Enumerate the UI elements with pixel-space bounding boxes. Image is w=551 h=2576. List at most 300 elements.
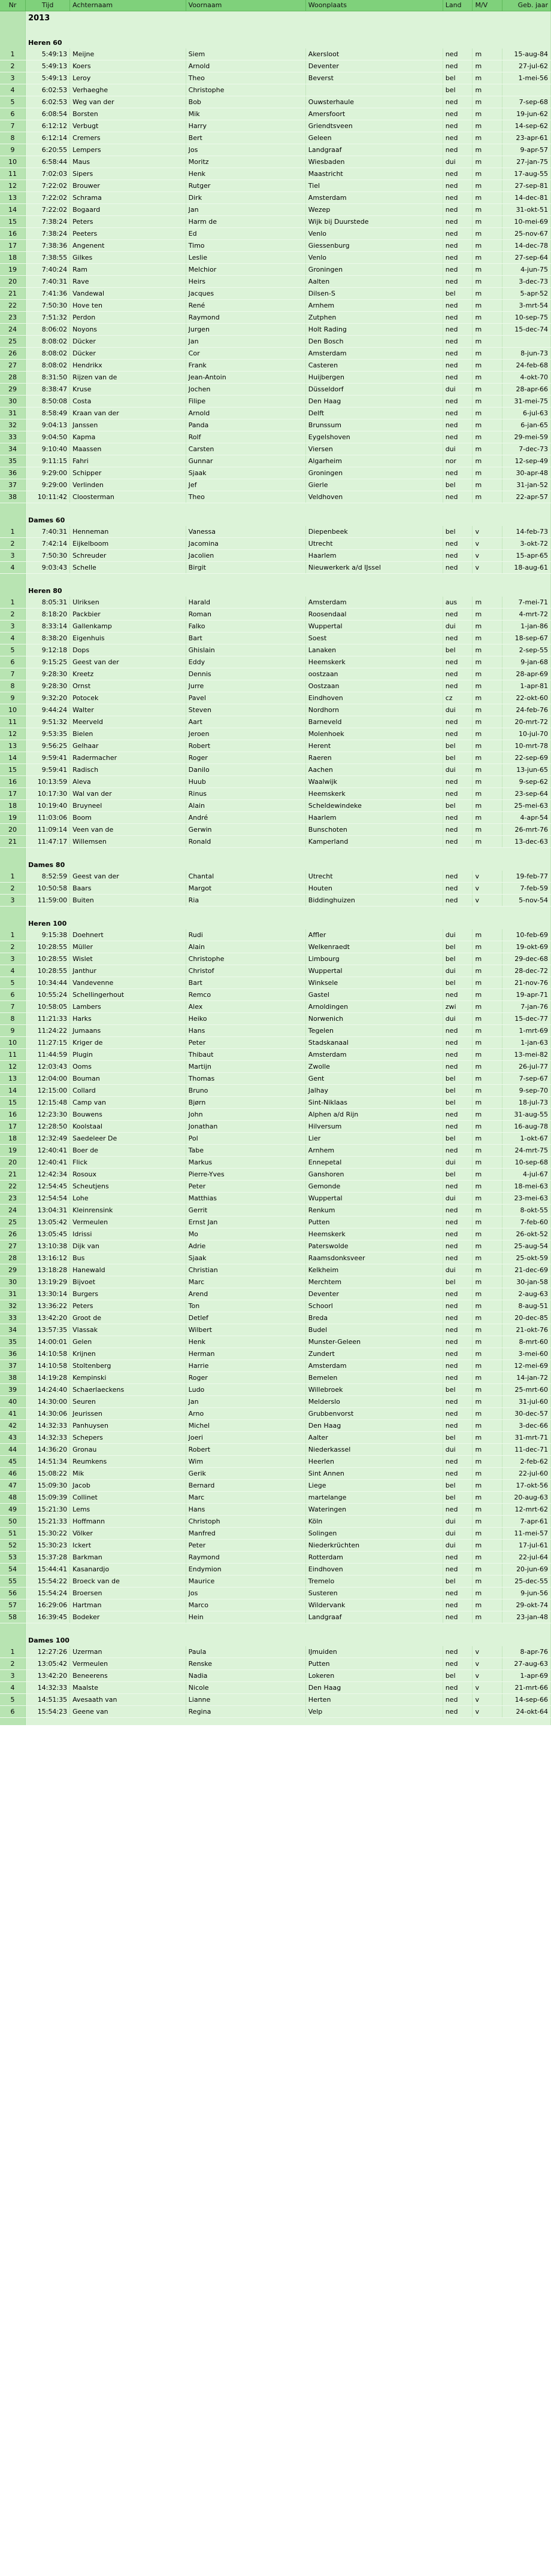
cell-achternaam: Camp van [70,1097,186,1109]
category-nr-cell [0,855,26,871]
cell-achternaam: Willemsen [70,836,186,848]
cell-tijd: 12:54:54 [26,1193,70,1205]
table-row[interactable] [0,941,551,953]
table-row[interactable] [0,1552,551,1564]
cell-voornaam: Paula [186,1646,305,1658]
cell-voornaam: Peter [186,1037,305,1049]
table-row[interactable] [0,800,551,812]
cell-mv: m [473,1504,502,1516]
table-row[interactable] [0,1456,551,1468]
table-row[interactable] [0,1097,551,1109]
cell-geb-jaar: 23-sep-64 [502,788,551,800]
cell-achternaam: Radermacher [70,752,186,764]
table-row[interactable] [0,491,551,503]
table-row[interactable] [0,372,551,384]
cell-land: bel [443,72,473,84]
cell-achternaam: Cloosterman [70,491,186,503]
table-row[interactable] [0,300,551,312]
cell-land: ned [443,228,473,240]
header-voornaam[interactable]: Voornaam [186,0,305,11]
header-geb-jaar[interactable]: Geb. jaar [502,0,551,11]
cell-voornaam: Ludo [186,1384,305,1396]
table-row[interactable] [0,836,551,848]
cell-nr: 28 [0,372,26,384]
cell-woonplaats: Tremelo [305,1576,443,1587]
cell-voornaam: Gerrit [186,1205,305,1216]
table-row[interactable] [0,1169,551,1181]
cell-achternaam: Kasanardjo [70,1564,186,1576]
cell-land: ned [443,1348,473,1360]
table-row[interactable] [0,728,551,740]
cell-achternaam: Wislet [70,953,186,965]
cell-geb-jaar: 19-jun-62 [502,108,551,120]
table-row[interactable] [0,132,551,144]
cell-voornaam: Harrie [186,1360,305,1372]
cell-achternaam: Collinet [70,1492,186,1504]
table-row[interactable] [0,1073,551,1085]
cell-mv: m [473,360,502,372]
table-row[interactable] [0,360,551,372]
table-row[interactable] [0,1646,551,1658]
table-row[interactable] [0,953,551,965]
cell-achternaam: Bijvoet [70,1276,186,1288]
cell-land: ned [443,1025,473,1037]
cell-geb-jaar: 21-dec-69 [502,1264,551,1276]
cell-tijd: 9:11:15 [26,455,70,467]
cell-woonplaats: Liege [305,1480,443,1492]
table-row[interactable] [0,384,551,396]
cell-nr: 5 [0,96,26,108]
header-woonplaats[interactable]: Woonplaats [305,0,443,11]
cell-voornaam: Heirs [186,276,305,288]
cell-geb-jaar: 8-aug-51 [502,1300,551,1312]
cell-geb-jaar: 18-jul-73 [502,1097,551,1109]
cell-land: ned [443,1468,473,1480]
cell-voornaam: Ria [186,895,305,907]
table-row[interactable] [0,1516,551,1528]
table-row[interactable] [0,538,551,550]
cell-land: ned [443,1324,473,1336]
table-row[interactable] [0,1001,551,1013]
cell-voornaam: Detlef [186,1312,305,1324]
cell-achternaam: Müller [70,941,186,953]
table-row[interactable] [0,965,551,977]
cell-mv: m [473,1181,502,1193]
cell-nr: 51 [0,1528,26,1540]
cell-land: ned [443,1564,473,1576]
spacer-nr-cell [0,1623,26,1631]
table-row[interactable] [0,656,551,668]
table-row[interactable] [0,704,551,716]
table-row[interactable] [0,1599,551,1611]
table-row[interactable] [0,348,551,360]
cell-voornaam: Harm de [186,216,305,228]
table-row[interactable] [0,84,551,96]
header-land[interactable]: Land [443,0,473,11]
table-row[interactable] [0,1694,551,1706]
table-row[interactable] [0,1336,551,1348]
cell-achternaam: Flick [70,1157,186,1169]
cell-nr: 46 [0,1468,26,1480]
cell-mv: m [473,788,502,800]
cell-geb-jaar: 29-okt-74 [502,1599,551,1611]
cell-mv: m [473,1109,502,1121]
table-row[interactable] [0,1145,551,1157]
cell-woonplaats: IJmuiden [305,1646,443,1658]
cell-achternaam: Ulriksen [70,597,186,609]
cell-land: ned [443,632,473,644]
table-row[interactable] [0,180,551,192]
table-row[interactable] [0,455,551,467]
table-row[interactable] [0,1432,551,1444]
header-mv[interactable]: M/V [473,0,502,11]
table-row[interactable] [0,156,551,168]
table-row[interactable] [0,621,551,632]
cell-geb-jaar: 15-dec-77 [502,1013,551,1025]
cell-nr: 38 [0,1372,26,1384]
cell-tijd: 13:05:42 [26,1658,70,1670]
category-nr-cell [0,510,26,526]
cell-land: bel [443,1133,473,1145]
spacer-row [0,574,551,582]
cell-land: ned [443,836,473,848]
table-row[interactable] [0,692,551,704]
cell-tijd: 9:04:50 [26,431,70,443]
cell-woonplaats: Ouwsterhaule [305,96,443,108]
cell-nr: 7 [0,1001,26,1013]
table-row[interactable] [0,431,551,443]
cell-voornaam: Manfred [186,1528,305,1540]
table-row[interactable] [0,479,551,491]
cell-land: ned [443,276,473,288]
cell-achternaam: Jumaans [70,1025,186,1037]
cell-mv: v [473,538,502,550]
cell-geb-jaar: 14-feb-73 [502,526,551,538]
table-row[interactable] [0,252,551,264]
table-row[interactable] [0,324,551,336]
table-row[interactable] [0,1384,551,1396]
table-row[interactable] [0,443,551,455]
cell-achternaam: Maassen [70,443,186,455]
cell-achternaam: Peeters [70,228,186,240]
header-nr[interactable]: Nr [0,0,26,11]
cell-tijd: 7:38:55 [26,252,70,264]
cell-land: ned [443,609,473,621]
cell-geb-jaar: 3-okt-72 [502,538,551,550]
cell-woonplaats: Sint-Niklaas [305,1097,443,1109]
table-row[interactable] [0,668,551,680]
cell-tijd: 7:38:24 [26,216,70,228]
cell-geb-jaar: 30-apr-48 [502,467,551,479]
table-row[interactable] [0,929,551,941]
table-row[interactable] [0,788,551,800]
cell-tijd: 11:59:00 [26,895,70,907]
cell-geb-jaar: 1-mrt-69 [502,1025,551,1037]
cell-land: bel [443,1432,473,1444]
table-row[interactable] [0,1576,551,1587]
table-row[interactable] [0,192,551,204]
cell-voornaam: Pol [186,1133,305,1145]
cell-mv: m [473,264,502,276]
cell-land: bel [443,84,473,96]
cell-tijd: 12:28:50 [26,1121,70,1133]
cell-mv: m [473,632,502,644]
cell-geb-jaar: 18-aug-61 [502,562,551,574]
cell-mv: m [473,1372,502,1384]
spacer-nr-cell [0,907,26,914]
table-row[interactable] [0,60,551,72]
table-row[interactable] [0,1348,551,1360]
table-row[interactable] [0,550,551,562]
table-row[interactable] [0,632,551,644]
table-row[interactable] [0,168,551,180]
table-row[interactable] [0,204,551,216]
cell-woonplaats: Velp [305,1706,443,1718]
table-row[interactable] [0,216,551,228]
cell-woonplaats: Amsterdam [305,1360,443,1372]
cell-nr: 2 [0,941,26,953]
cell-woonplaats: Utrecht [305,871,443,883]
cell-achternaam: Vandevenne [70,977,186,989]
table-row[interactable] [0,228,551,240]
table-row[interactable] [0,312,551,324]
cell-geb-jaar: 14-sep-66 [502,1694,551,1706]
table-row[interactable] [0,288,551,300]
table-row[interactable] [0,1420,551,1432]
cell-nr: 25 [0,1216,26,1228]
cell-mv: m [473,84,502,96]
cell-geb-jaar: 22-sep-69 [502,752,551,764]
table-row[interactable] [0,1480,551,1492]
table-row[interactable] [0,1611,551,1623]
table-row[interactable] [0,1540,551,1552]
header-tijd[interactable]: Tijd [26,0,70,11]
table-row[interactable] [0,752,551,764]
cell-voornaam: Nicole [186,1682,305,1694]
table-row[interactable] [0,1061,551,1073]
table-row[interactable] [0,1205,551,1216]
table-row[interactable] [0,1240,551,1252]
cell-tijd: 14:36:20 [26,1444,70,1456]
cell-voornaam: Gunnar [186,455,305,467]
spacer-cell [26,848,551,856]
table-row[interactable] [0,1670,551,1682]
cell-geb-jaar: 5-nov-54 [502,895,551,907]
cell-woonplaats: Akersloot [305,48,443,60]
table-row[interactable] [0,609,551,621]
table-row[interactable] [0,1121,551,1133]
table-row[interactable] [0,1324,551,1336]
cell-woonplaats: Paterswolde [305,1240,443,1252]
cell-land: ned [443,716,473,728]
table-row[interactable] [0,562,551,574]
table-row[interactable] [0,883,551,895]
cell-geb-jaar: 31-aug-55 [502,1109,551,1121]
cell-tijd: 10:55:24 [26,989,70,1001]
table-row[interactable] [0,1228,551,1240]
cell-land: ned [443,336,473,348]
table-row[interactable] [0,264,551,276]
table-row[interactable] [0,1444,551,1456]
cell-woonplaats: Wiesbaden [305,156,443,168]
table-row[interactable] [0,824,551,836]
cell-nr: 58 [0,1611,26,1623]
table-row[interactable] [0,407,551,419]
table-row[interactable] [0,96,551,108]
cell-woonplaats: Amsterdam [305,348,443,360]
table-row[interactable] [0,240,551,252]
cell-land: bel [443,752,473,764]
table-row[interactable] [0,989,551,1001]
table-row[interactable] [0,1109,551,1121]
table-row[interactable] [0,1025,551,1037]
table-row[interactable] [0,396,551,407]
cell-land: ned [443,538,473,550]
table-row[interactable] [0,871,551,883]
table-row[interactable] [0,336,551,348]
table-row[interactable] [0,120,551,132]
cell-land: ned [443,1037,473,1049]
cell-mv: m [473,824,502,836]
table-row[interactable] [0,1682,551,1694]
cell-mv: m [473,96,502,108]
cell-woonplaats: Algarheim [305,455,443,467]
category-nr-cell [0,914,26,929]
table-row[interactable] [0,1181,551,1193]
cell-geb-jaar: 22-jul-64 [502,1552,551,1564]
table-row[interactable] [0,1564,551,1576]
cell-geb-jaar: 12-sep-49 [502,455,551,467]
table-row[interactable] [0,1372,551,1384]
cell-tijd: 10:28:55 [26,941,70,953]
cell-nr: 3 [0,1670,26,1682]
cell-geb-jaar: 13-jun-65 [502,764,551,776]
table-row[interactable] [0,776,551,788]
cell-land: ned [443,1706,473,1718]
cell-achternaam: Boom [70,812,186,824]
cell-nr: 35 [0,1336,26,1348]
cell-achternaam: Walter [70,704,186,716]
cell-geb-jaar: 1-okt-67 [502,1133,551,1145]
table-row[interactable] [0,108,551,120]
table-row[interactable] [0,680,551,692]
cell-mv: m [473,1432,502,1444]
table-row[interactable] [0,1587,551,1599]
table-row[interactable] [0,1133,551,1145]
cell-achternaam: Lems [70,1504,186,1516]
cell-voornaam: Sjaak [186,1252,305,1264]
table-row[interactable] [0,740,551,752]
table-row[interactable] [0,144,551,156]
cell-woonplaats: Tegelen [305,1025,443,1037]
table-row[interactable] [0,977,551,989]
table-row[interactable] [0,1468,551,1480]
cell-achternaam: Costa [70,396,186,407]
table-row[interactable] [0,812,551,824]
table-row[interactable] [0,1252,551,1264]
cell-woonplaats: Bunschoten [305,824,443,836]
cell-land: bel [443,1384,473,1396]
table-row[interactable] [0,1276,551,1288]
table-row[interactable] [0,1360,551,1372]
table-row[interactable] [0,644,551,656]
table-row[interactable] [0,1037,551,1049]
cell-tijd: 8:58:49 [26,407,70,419]
table-row[interactable] [0,1216,551,1228]
cell-nr: 3 [0,895,26,907]
cell-tijd: 9:29:00 [26,479,70,491]
table-row[interactable] [0,1013,551,1025]
cell-mv: m [473,728,502,740]
cell-land: dui [443,1264,473,1276]
table-row[interactable] [0,1085,551,1097]
cell-land: ned [443,1205,473,1216]
table-row[interactable] [0,1408,551,1420]
cell-woonplaats: Zutphen [305,312,443,324]
table-row[interactable] [0,895,551,907]
table-row[interactable] [0,72,551,84]
category-heading: Dames 80 [26,855,551,871]
table-row[interactable] [0,764,551,776]
cell-mv: m [473,396,502,407]
cell-tijd: 15:09:39 [26,1492,70,1504]
table-row[interactable] [0,526,551,538]
table-row[interactable] [0,1193,551,1205]
cell-voornaam: Thomas [186,1073,305,1085]
table-row[interactable] [0,1157,551,1169]
table-row[interactable] [0,1312,551,1324]
cell-tijd: 8:52:59 [26,871,70,883]
table-row[interactable] [0,419,551,431]
table-row[interactable] [0,48,551,60]
cell-voornaam: Lianne [186,1694,305,1706]
cell-woonplaats: Herent [305,740,443,752]
cell-woonplaats: Limbourg [305,953,443,965]
cell-nr: 3 [0,621,26,632]
table-row[interactable] [0,276,551,288]
table-row[interactable] [0,597,551,609]
table-row[interactable] [0,1528,551,1540]
header-achternaam[interactable]: Achternaam [70,0,186,11]
table-row[interactable] [0,1264,551,1276]
cell-tijd: 14:30:06 [26,1408,70,1420]
cell-voornaam: Regina [186,1706,305,1718]
cell-land: ned [443,824,473,836]
cell-land: dui [443,156,473,168]
table-row[interactable] [0,1288,551,1300]
cell-woonplaats: Sint Annen [305,1468,443,1480]
table-row[interactable] [0,1049,551,1061]
cell-woonplaats: Lier [305,1133,443,1145]
cell-geb-jaar: 25-okt-59 [502,1252,551,1264]
table-row[interactable] [0,1300,551,1312]
cell-mv: m [473,1480,502,1492]
table-row[interactable] [0,1658,551,1670]
cell-woonplaats: Düsseldorf [305,384,443,396]
table-row[interactable] [0,716,551,728]
cell-woonplaats: Hilversum [305,1121,443,1133]
table-row[interactable] [0,467,551,479]
cell-mv: m [473,1336,502,1348]
cell-nr: 48 [0,1492,26,1504]
table-row[interactable] [0,1396,551,1408]
table-row[interactable] [0,1706,551,1718]
cell-geb-jaar: 20-jun-69 [502,1564,551,1576]
cell-voornaam: Hans [186,1025,305,1037]
table-row[interactable] [0,1504,551,1516]
cell-land: ned [443,132,473,144]
table-row[interactable] [0,1492,551,1504]
